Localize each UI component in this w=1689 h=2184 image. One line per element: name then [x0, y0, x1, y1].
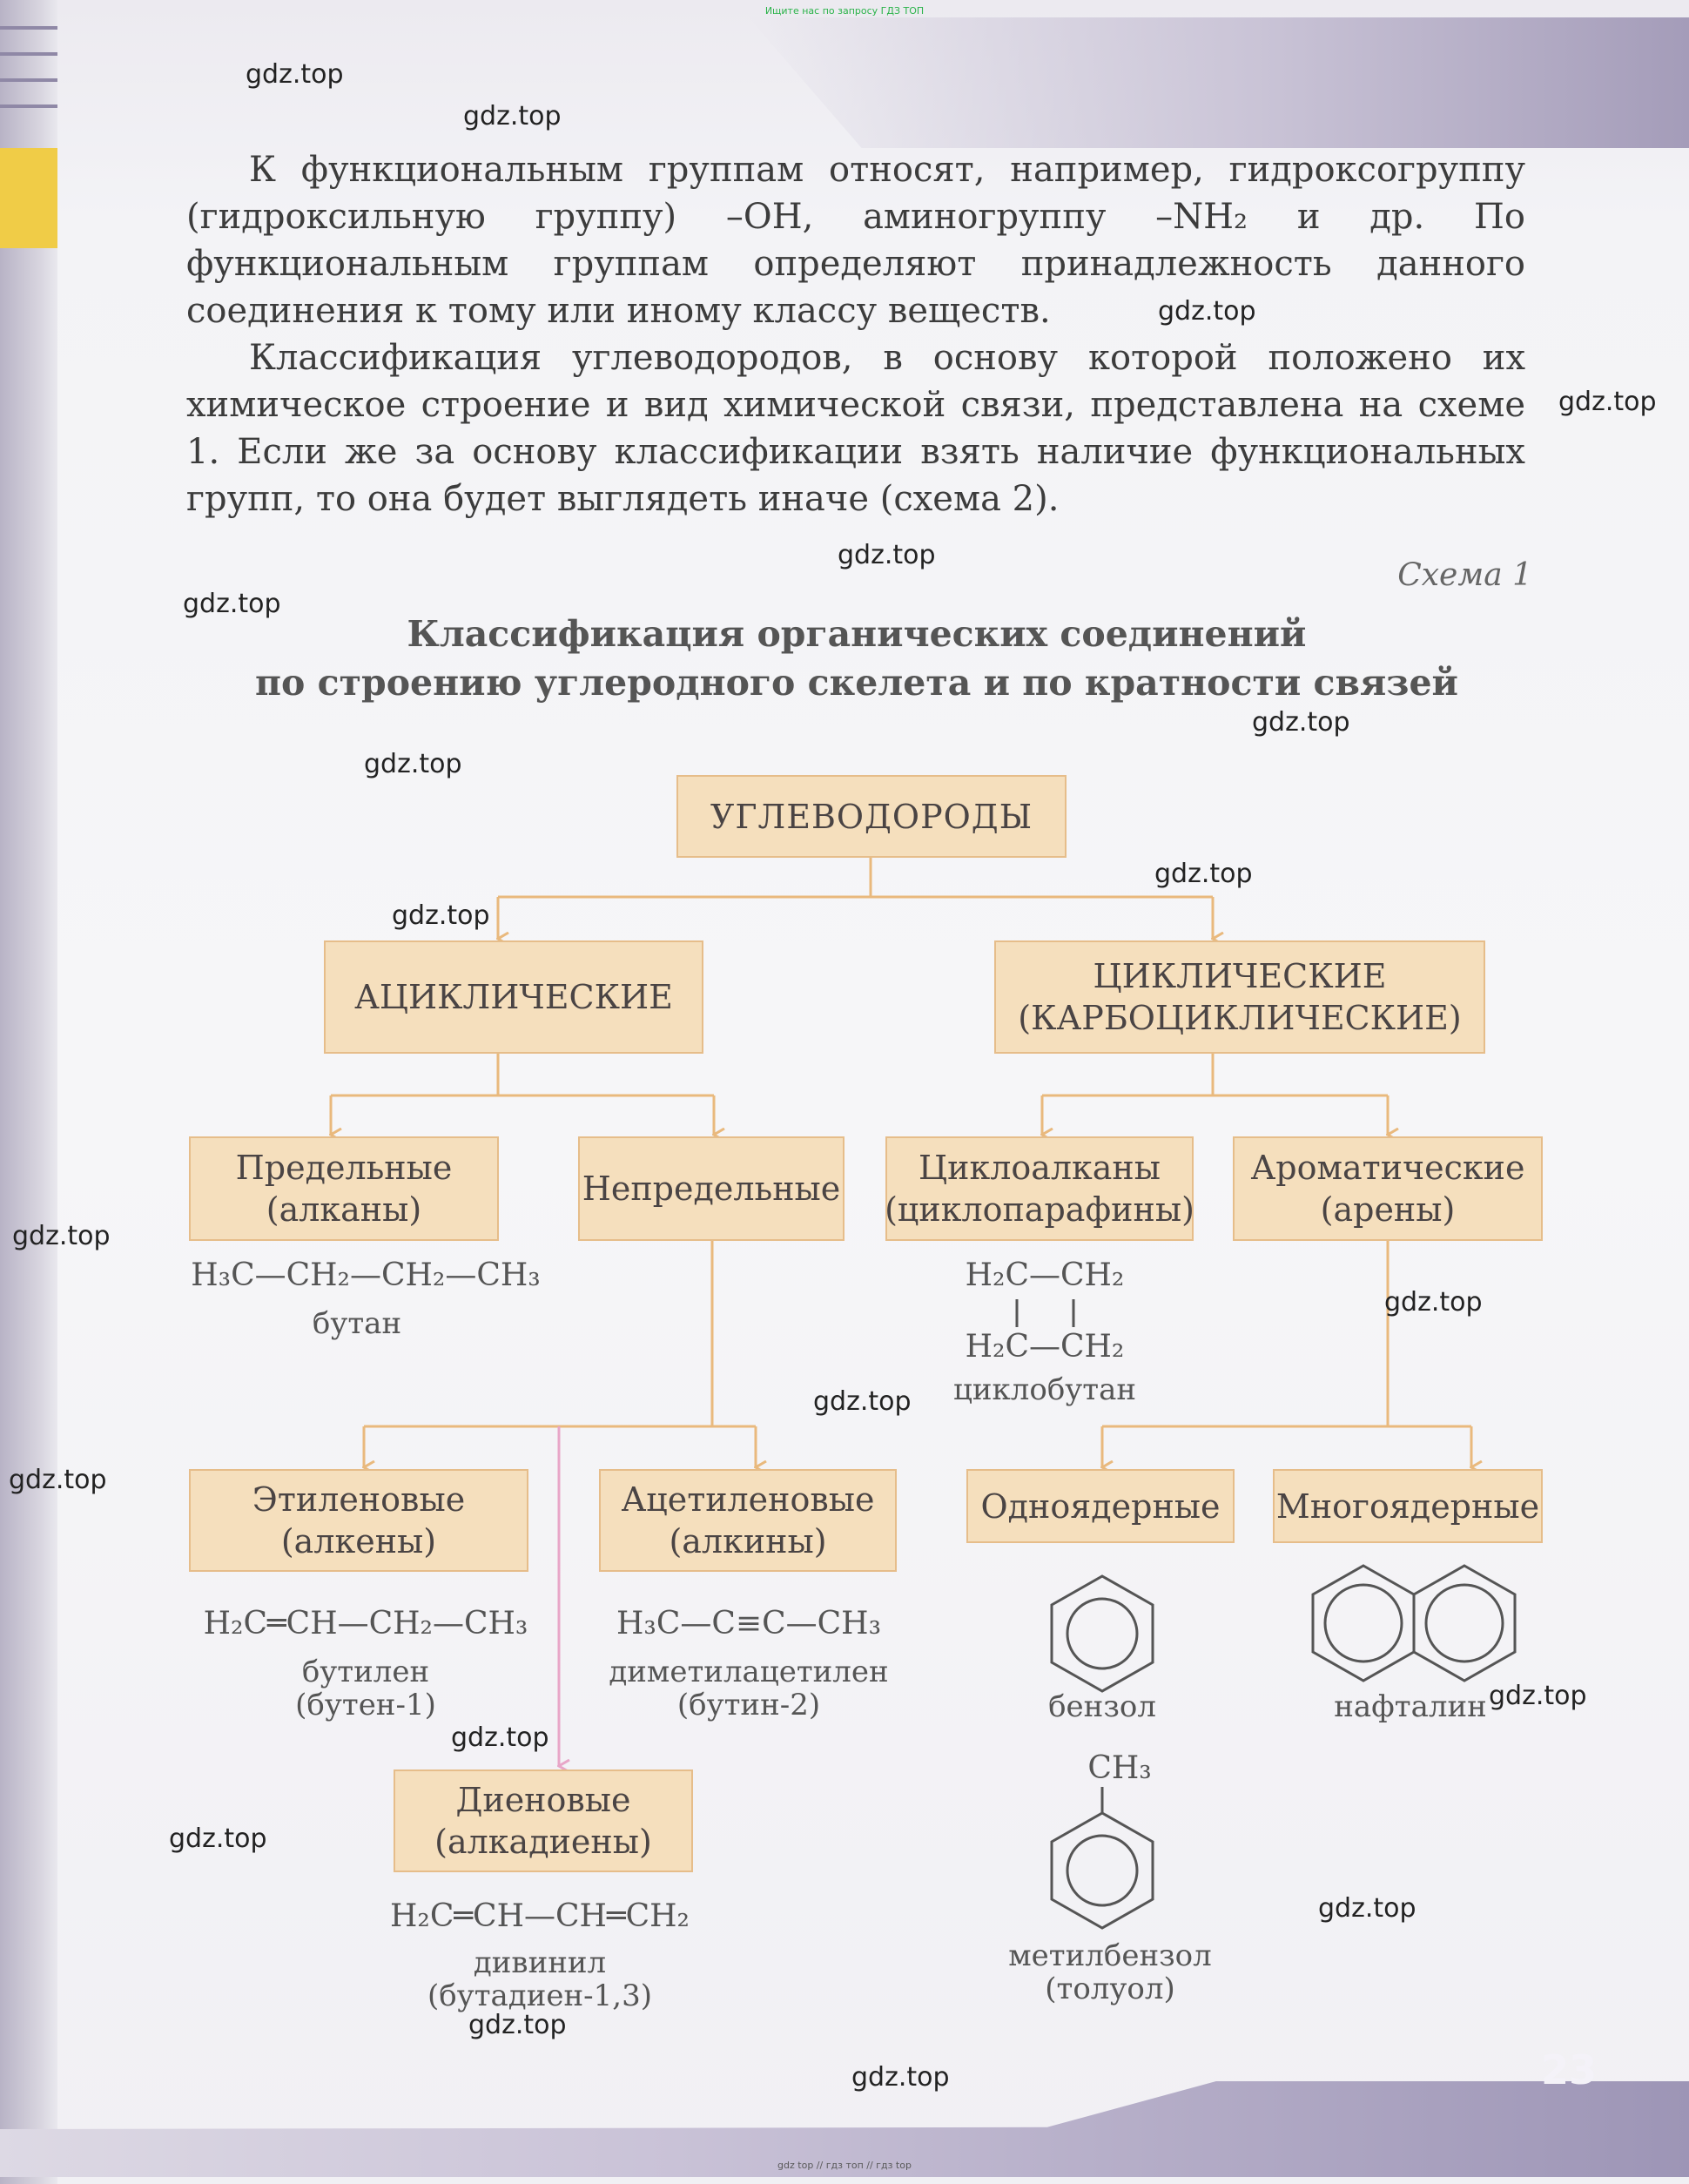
box-label: Диеновые	[455, 1781, 631, 1819]
box-saturated	[189, 1136, 499, 1241]
paragraph-text: Классификация углеводородов, в основу которой положено их химическое строение и вид химической связи, представлена на схеме 1. Если же за основу классификации взять наличие функциональных групп, то она будет выглядеть иначе (схема 2).	[186, 338, 1525, 519]
box-label: (арены)	[1320, 1190, 1456, 1229]
watermark: gdz.top	[246, 59, 344, 90]
box-label: (алкены)	[280, 1522, 437, 1560]
watermark: gdz.top	[451, 1722, 549, 1753]
page-number: 23	[1541, 2046, 1598, 2093]
compound-name-cyclobutane: циклобутан	[952, 1372, 1137, 1407]
compound-name-dimethylacetylene: диметилацетилен	[609, 1655, 889, 1689]
watermark: gdz.top	[1558, 387, 1657, 417]
benzene-ring	[1052, 1576, 1153, 1691]
box-label: АЦИКЛИЧЕСКИЕ	[354, 978, 673, 1016]
box-label: УГЛЕВОДОРОДЫ	[710, 797, 1033, 836]
box-cyclic	[994, 940, 1485, 1054]
top-notice: Ищите нас по запросу ГДЗ ТОП	[764, 5, 925, 17]
watermark: gdz.top	[463, 101, 562, 131]
compound-name-naphthalene: нафталин	[1334, 1689, 1487, 1724]
formula-divinyl: H₂C═CH—CH═CH₂	[390, 1898, 690, 1934]
box-label: Ацетиленовые	[621, 1480, 875, 1519]
watermark: gdz.top	[12, 1221, 111, 1251]
watermark: gdz.top	[1489, 1681, 1587, 1711]
box-label: Непредельные	[582, 1170, 841, 1208]
box-hydrocarbons	[676, 775, 1067, 858]
scheme-label: Схема 1	[1397, 557, 1532, 593]
box-label: Предельные	[235, 1149, 453, 1187]
compound-name-dimethylacetylene-alt: (бутин-2)	[676, 1688, 821, 1722]
watermark: gdz.top	[364, 749, 462, 779]
compound-name-divinyl: дивинил	[473, 1945, 607, 1980]
formula-dimethylacetylene: H₃C—C≡C—CH₃	[616, 1606, 881, 1641]
box-label: ЦИКЛИЧЕСКИЕ	[1093, 957, 1387, 995]
watermark: gdz.top	[1158, 296, 1256, 327]
compound-name-toluene: метилбензол	[1008, 1938, 1212, 1973]
watermark: gdz.top	[392, 900, 490, 931]
compound-name-divinyl-alt: (бутадиен-1,3)	[427, 1978, 653, 2013]
box-label: (алканы)	[266, 1190, 422, 1229]
box-dienes	[394, 1769, 693, 1872]
box-polynuclear	[1273, 1469, 1543, 1543]
box-unsaturated	[578, 1136, 844, 1241]
box-label: Многоядерные	[1275, 1486, 1540, 1526]
formula-cyclobutane-bottom: H₂C—CH₂	[965, 1329, 1125, 1365]
watermark: gdz.top	[1384, 1287, 1483, 1318]
compound-name-toluene-alt: (толуол)	[1045, 1972, 1175, 2006]
box-alkenes	[189, 1469, 528, 1572]
box-label: (циклопарафины)	[885, 1190, 1194, 1229]
compound-name-benzene: бензол	[1048, 1689, 1156, 1724]
compound-name-butane: бутан	[312, 1306, 402, 1341]
scheme-title-line: Классификация органических соединений	[407, 613, 1307, 655]
box-acyclic	[324, 940, 703, 1054]
paragraph-text: К функциональным группам относят, например, гидроксогруппу (гидроксильную группу) –OH, аминогруппу –NH₂ и др. По функциональным группам определяют принадлежность данного соединения к тому или иному классу веществ.	[186, 150, 1525, 331]
box-alkynes	[599, 1469, 897, 1572]
watermark: gdz.top	[851, 2062, 950, 2093]
toluene-ring	[1052, 1787, 1153, 1928]
box-label: (алкины)	[669, 1522, 827, 1560]
box-mononuclear	[966, 1469, 1235, 1543]
formula-butylene: H₂C═CH—CH₂—CH₃	[203, 1606, 528, 1641]
naphthalene-rings	[1313, 1566, 1515, 1681]
box-aromatic	[1233, 1136, 1543, 1241]
box-label: Этиленовые	[252, 1480, 466, 1519]
watermark: gdz.top	[1318, 1893, 1416, 1924]
watermark: gdz.top	[1252, 707, 1350, 738]
watermark: gdz.top	[813, 1386, 912, 1417]
compound-name-butylene-alt: (бутен-1)	[295, 1688, 436, 1722]
box-label: Циклоалканы	[918, 1149, 1161, 1187]
watermark: gdz.top	[468, 2010, 567, 2040]
compound-name-butylene: бутилен	[301, 1655, 430, 1689]
box-cycloalkanes	[885, 1136, 1194, 1241]
formula-butane: H₃C—CH₂—CH₂—CH₃	[191, 1257, 541, 1293]
box-label: Одноядерные	[980, 1486, 1221, 1526]
box-label: (КАРБОЦИКЛИЧЕСКИЕ)	[1018, 999, 1462, 1037]
box-label: Ароматические	[1250, 1149, 1525, 1187]
watermark: gdz.top	[183, 589, 281, 619]
box-label: (алкадиены)	[434, 1823, 652, 1861]
formula-cyclobutane-top: H₂C—CH₂	[965, 1257, 1125, 1293]
formula-methyl-group: CH₃	[1087, 1750, 1152, 1786]
scheme-title-line: по строению углеродного скелета и по кратности связей	[255, 662, 1458, 704]
footer-notice: gdz top // гдз топ // гдз top	[777, 2160, 912, 2171]
watermark: gdz.top	[9, 1465, 107, 1495]
watermark: gdz.top	[169, 1823, 267, 1854]
watermark: gdz.top	[838, 540, 936, 570]
watermark: gdz.top	[1154, 859, 1253, 889]
